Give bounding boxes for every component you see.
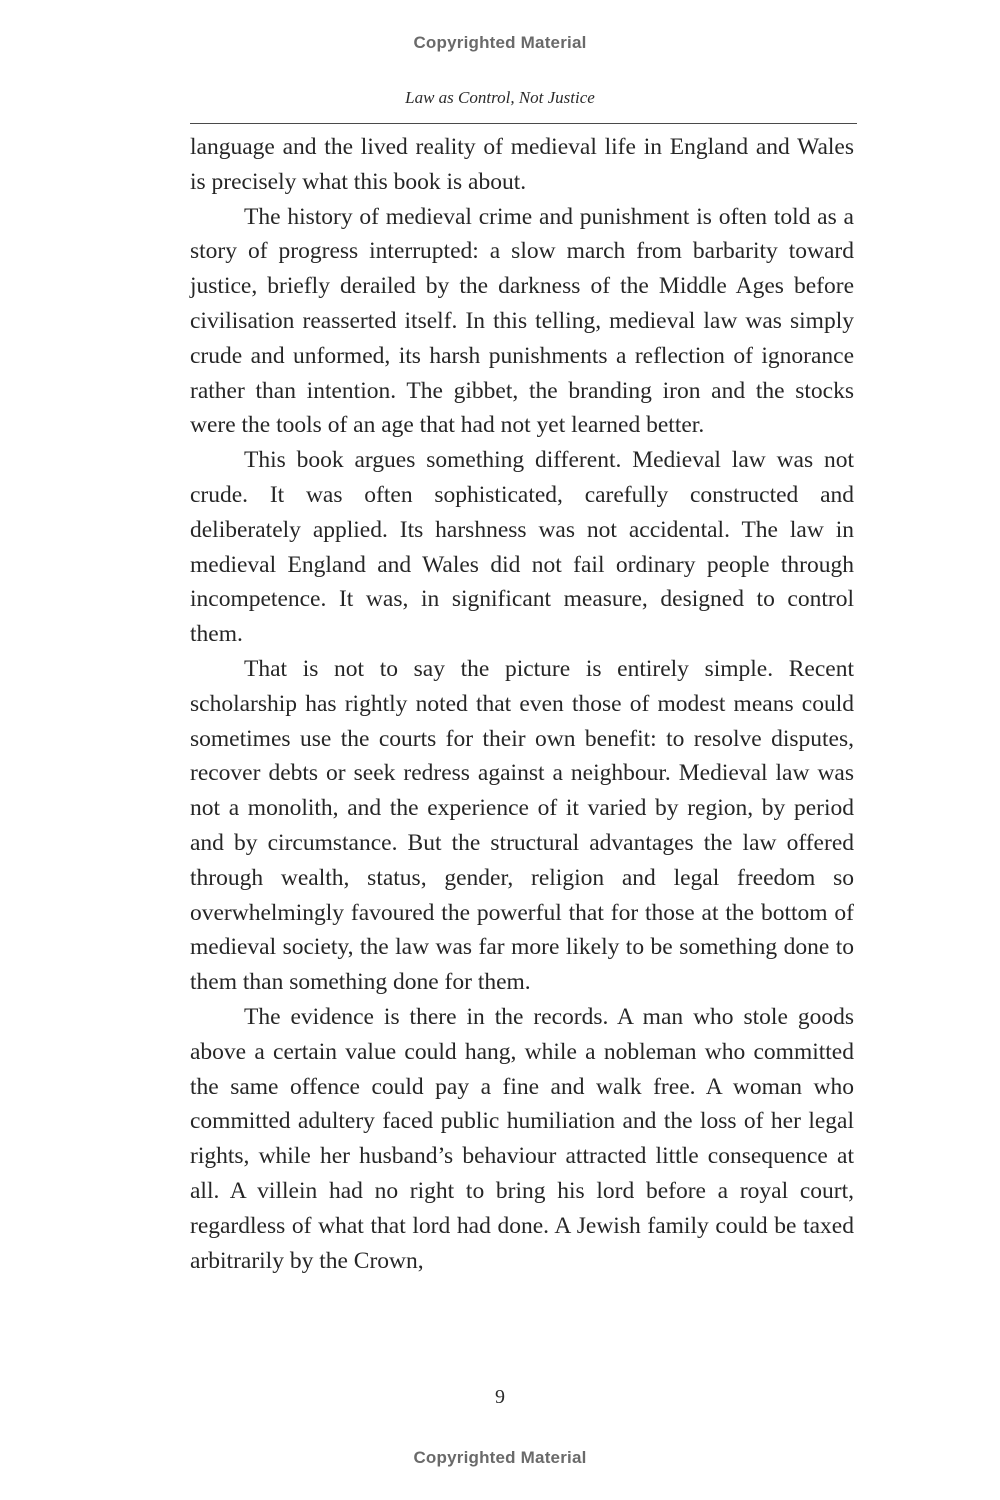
body-text (190, 130, 854, 1278)
paragraph: This book argues something different. Medieval law was not crude. It was often sophisticated, carefully constructed and deliberately applied. Its harshness was not accidental. The law in medieval England and Wales did not fail ordinary people through incompetence. It was, in significant measure, designed to control them. (190, 447, 854, 648)
copyright-watermark-top: Copyrighted Material (413, 33, 587, 52)
paragraph-continued: language and the lived reality of medieval life in England and Wales is precisely what this book is about. (190, 134, 854, 195)
paragraph: That is not to say the picture is entirely simple. Recent scholarship has rightly noted that even those of modest means could sometimes use the courts for their own benefit: to resolve disputes, recover debts or seek redress against a neighbour. Medieval law was not a monolith, and the experience of it varied by region, by period and by circumstance. But the structural advantages the law offered through wealth, status, gender, religion and legal freedom so overwhelmingly favoured the powerful that for those at the bottom of medieval society, the law was far more likely to be something done to them than something done for them. (190, 655, 854, 996)
paragraph: The evidence is there in the records. A man who stole goods above a certain value could hang, while a nobleman who committed the same offence could pay a fine and walk free. A woman who committed adultery faced public humiliation and the loss of her legal rights, while her husband’s behaviour attracted little consequence at all. A villein had no right to bring his lord before a royal court, regardless of what that lord had done. A Jewish family could be taxed arbitrarily by the Crown, (190, 1003, 854, 1274)
header-rule (190, 123, 857, 124)
running-head: Law as Control, Not Justice (405, 88, 595, 107)
copyright-watermark-bottom: Copyrighted Material (413, 1448, 587, 1467)
page-number: 9 (495, 1386, 505, 1408)
paragraph: The history of medieval crime and punishment is often told as a story of progress interrupted: a slow march from barbarity toward justice, briefly derailed by the darkness of the Middle Ages before civilisation reasserted itself. In this telling, medieval law was simply crude and unformed, its harsh punishments a reflection of ignorance rather than intention. The gibbet, the branding iron and the stocks were the tools of an age that had not yet learned better. (190, 203, 854, 439)
